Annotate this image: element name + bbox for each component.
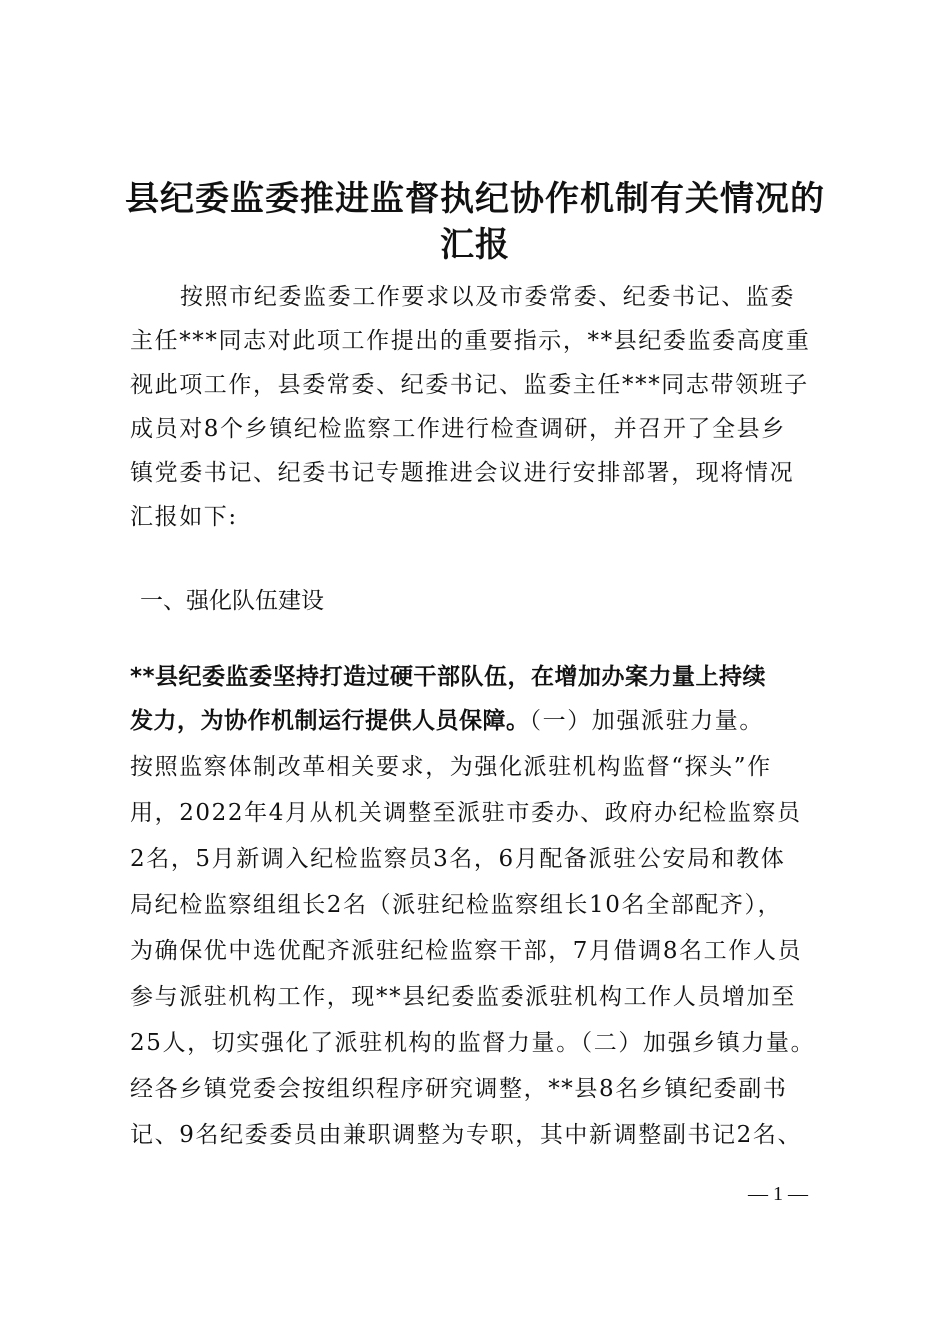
document-title-line-1: 县纪委监委推进监督执纪协作机制有关情况的	[125, 179, 825, 219]
intro-line: 镇党委书记、纪委书记专题推进会议进行安排部署，现将情况	[130, 460, 795, 486]
intro-line: 主任***同志对此项工作提出的重要指示，**县纪委监委高度重	[130, 328, 811, 354]
body-line: 记、9名纪委委员由兼职调整为专职，其中新调整副书记2名、	[130, 1122, 803, 1148]
body-line: 经各乡镇党委会按组织程序研究调整，**县8名乡镇纪委副书	[130, 1076, 788, 1102]
intro-line: 视此项工作，县委常委、纪委书记、监委主任***同志带领班子	[130, 372, 809, 398]
body-line: 参与派驻机构工作，现**县纪委监委派驻机构工作人员增加至	[130, 984, 796, 1010]
body-line: 用，2022年4月从机关调整至派驻市委办、政府办纪检监察员	[130, 800, 802, 826]
document-title-line-2: 汇报	[440, 225, 510, 265]
section-lead-line-2	[130, 706, 764, 736]
subsection-heading-text: （一）加强派驻力量。	[529, 708, 764, 734]
body-line: 25人，切实强化了派驻机构的监督力量。（二）加强乡镇力量。	[130, 1030, 816, 1056]
body-line: 2名，5月新调入纪检监察员3名，6月配备派驻公安局和教体	[130, 846, 786, 872]
section-lead-bold-text: 发力，为协作机制运行提供人员保障。	[130, 708, 530, 734]
intro-line: 汇报如下:	[130, 504, 238, 530]
body-line: 局纪检监察组组长2名（派驻纪检监察组长10名全部配齐），	[130, 892, 783, 918]
intro-line: 成员对8个乡镇纪检监察工作进行检查调研，并召开了全县乡	[130, 416, 786, 442]
section-lead-line: **县纪委监委坚持打造过硬干部队伍，在增加办案力量上持续	[130, 664, 767, 690]
body-line: 为确保优中选优配齐派驻纪检监察干部，7月借调8名工作人员	[130, 938, 803, 964]
intro-line: 按照市纪委监委工作要求以及市委常委、纪委书记、监委	[180, 284, 795, 310]
body-line: 按照监察体制改革相关要求，为强化派驻机构监督“探头”作	[130, 754, 772, 780]
section-heading: 一、强化队伍建设	[140, 588, 324, 614]
page-number: — 1 —	[748, 1183, 808, 1205]
